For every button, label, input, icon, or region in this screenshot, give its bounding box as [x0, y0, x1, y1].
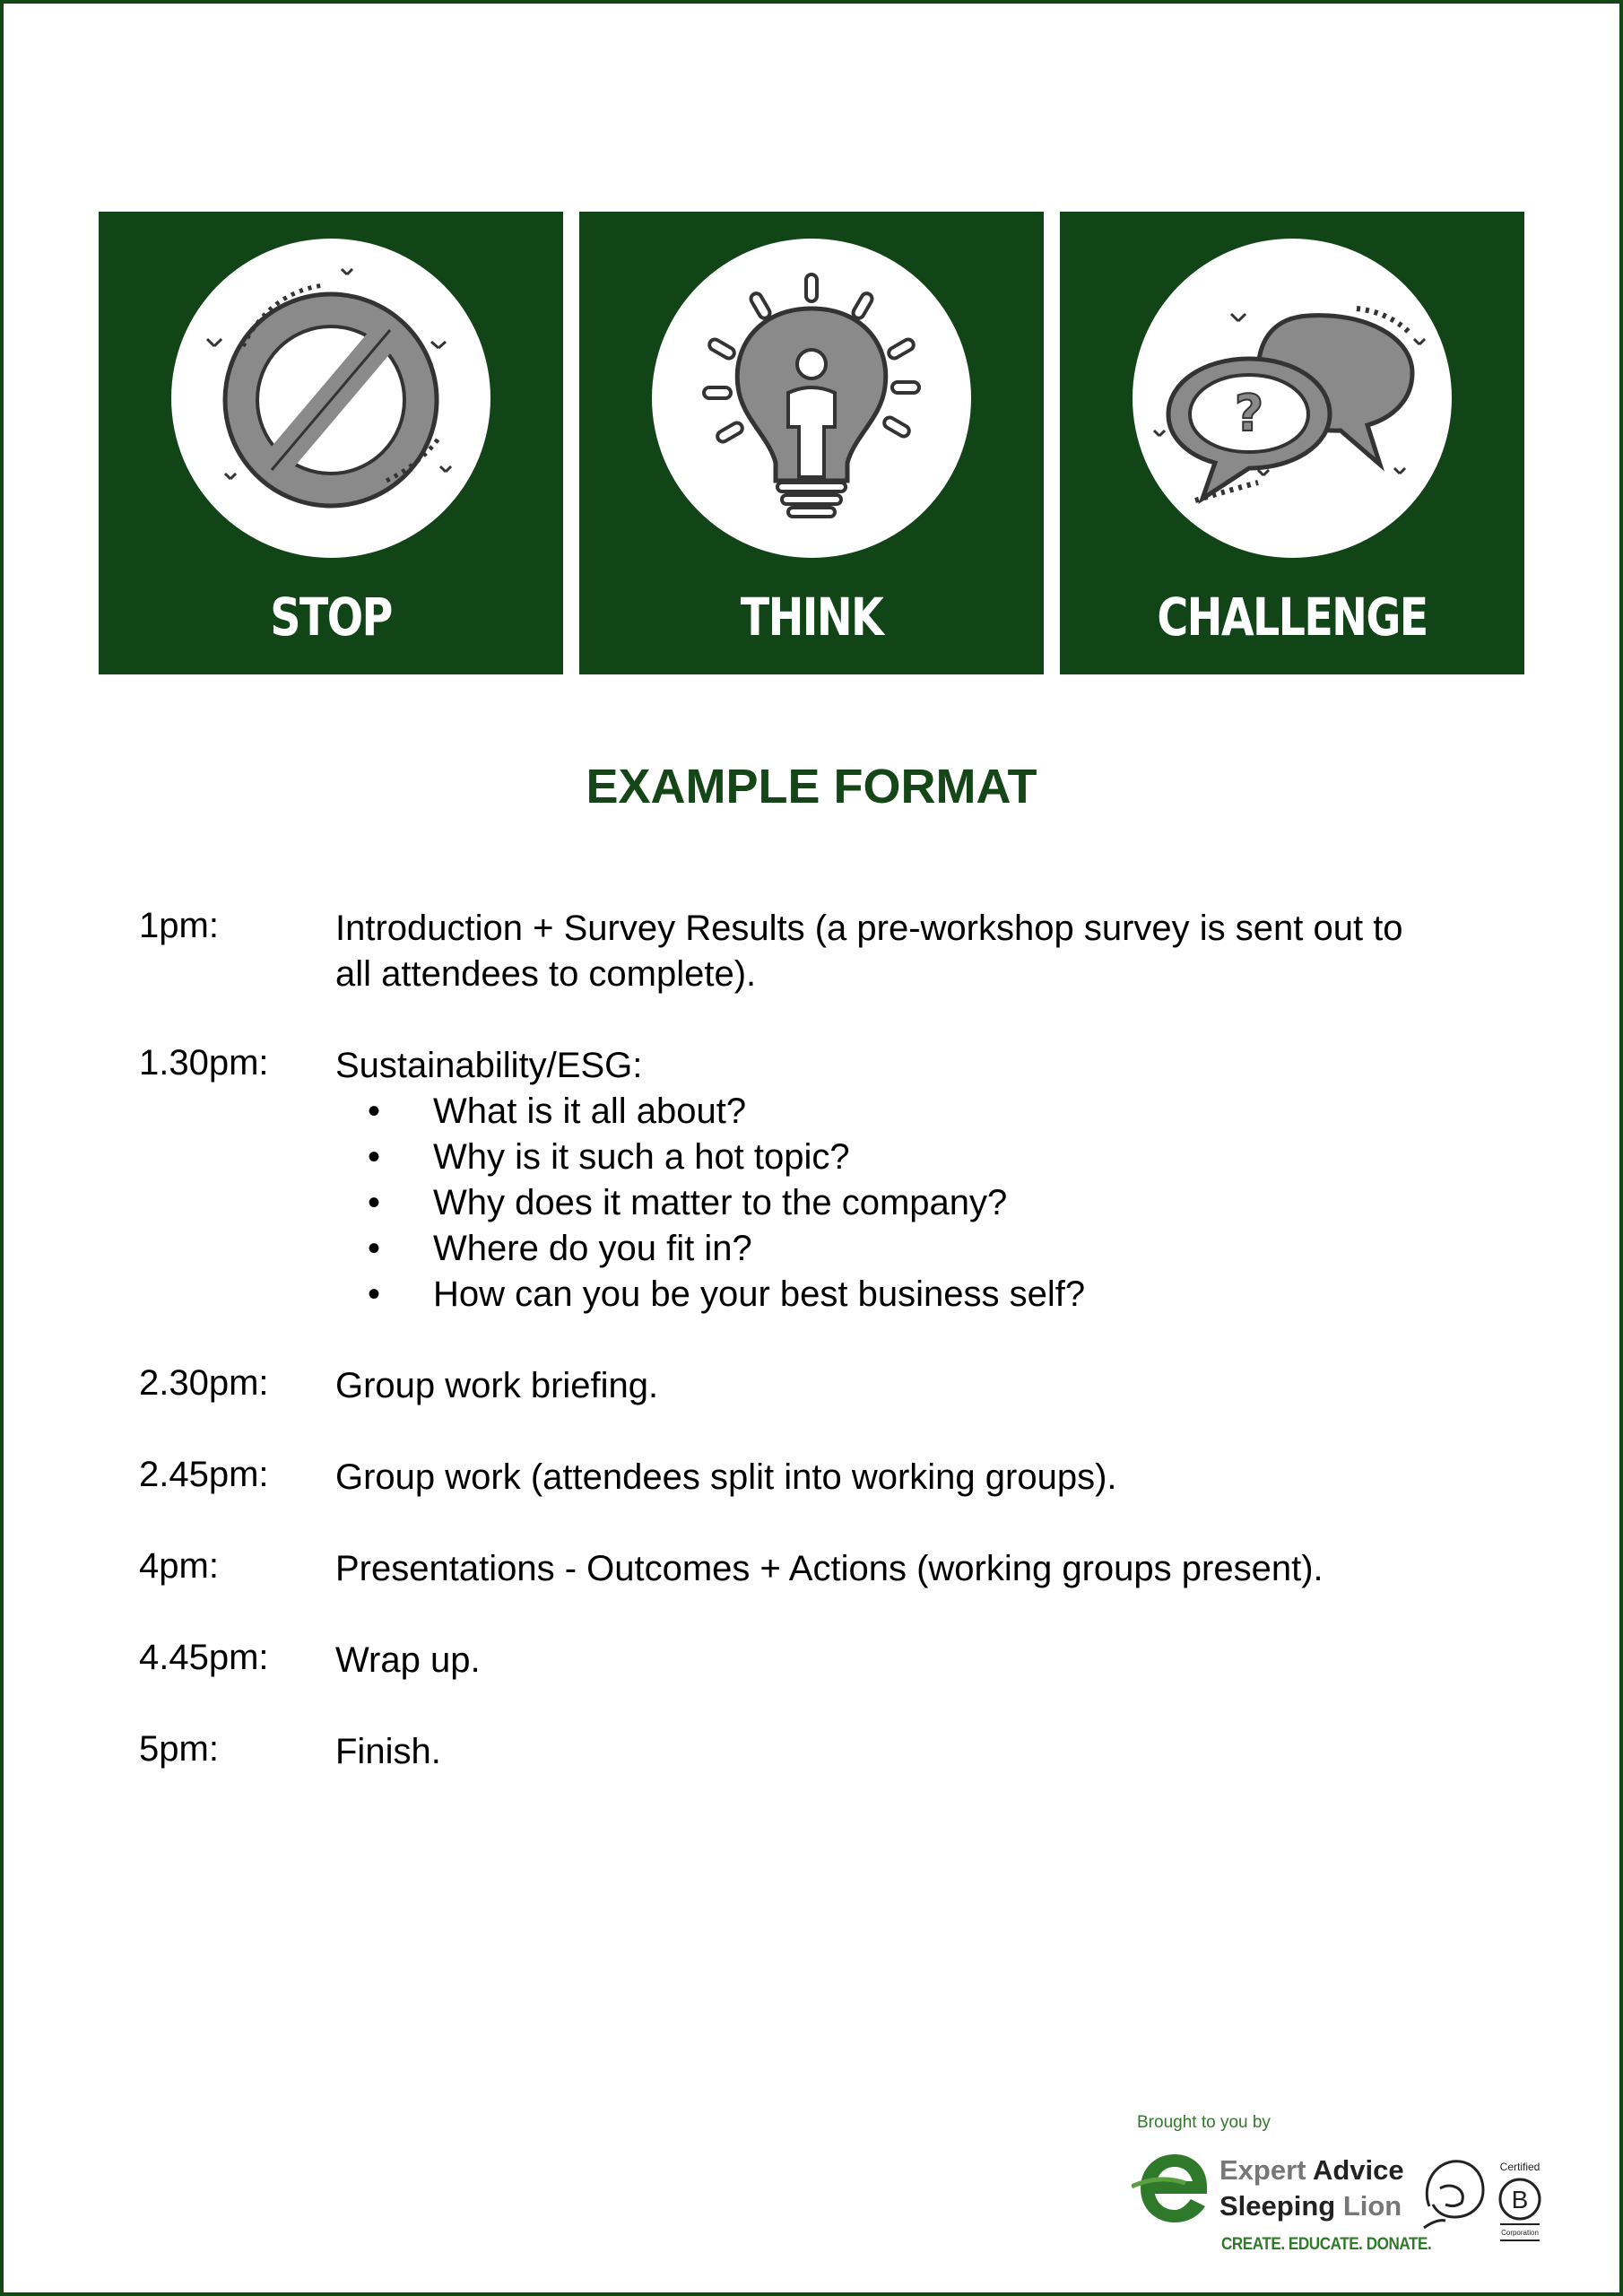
bullet-item: [335, 1089, 1623, 1135]
agenda-time: 1pm:: [139, 906, 219, 945]
topic-bullet-list: [335, 1089, 1623, 1318]
brand-word: Advice: [1312, 2154, 1404, 2186]
speech-bubbles-question-icon: [1133, 239, 1452, 558]
bullet-text: How can you be your best business self?: [433, 1274, 1086, 1314]
agenda-time: 4.45pm:: [139, 1638, 269, 1677]
agenda-line: Wrap up.: [335, 1640, 481, 1680]
bullet-marker: •: [368, 1091, 381, 1131]
b-corp-badge-icon: [1492, 2158, 1548, 2248]
panel-stop: [99, 212, 563, 674]
svg-text:?: ?: [1234, 385, 1264, 443]
agenda-description: [335, 1638, 1623, 1683]
bullet-item: [335, 1180, 1623, 1226]
lightbulb-person-icon: [652, 239, 971, 558]
panel-think: [579, 212, 1044, 674]
bullet-item: [335, 1226, 1623, 1272]
panel-label-stop: STOP: [270, 587, 392, 648]
bullet-text: Why does it matter to the company?: [433, 1183, 1008, 1222]
agenda-description: [335, 1043, 1623, 1318]
agenda-description: [335, 1729, 1623, 1775]
agenda-description: [335, 1546, 1623, 1592]
agenda-line: Sustainability/ESG:: [335, 1046, 643, 1085]
brought-to-you-text: Brought to you by: [1137, 2113, 1271, 2132]
bullet-item: [335, 1272, 1623, 1318]
bullet-text: What is it all about?: [433, 1091, 747, 1131]
brand-tagline: CREATE. EDUCATE. DONATE.: [1221, 2235, 1432, 2254]
bullet-text: Why is it such a hot topic?: [433, 1137, 850, 1177]
sleeping-lion-icon: [1419, 2152, 1488, 2233]
expert-advice-e-logo-icon: [1132, 2147, 1216, 2228]
stop-sign-icon: [171, 239, 490, 558]
agenda-line: Group work briefing.: [335, 1366, 659, 1405]
bullet-marker: •: [368, 1274, 381, 1314]
panel-label-challenge: CHALLENGE: [1157, 587, 1428, 648]
brand-line-1: [1219, 2154, 1404, 2187]
footer-branding: [1132, 2108, 1553, 2269]
agenda-time: 2.45pm:: [139, 1455, 269, 1494]
agenda-description: [335, 906, 1623, 997]
brand-word: Sleeping: [1219, 2190, 1343, 2222]
agenda-description: [335, 1363, 1623, 1409]
stop-circle: [171, 239, 490, 558]
bullet-item: [335, 1135, 1623, 1180]
bullet-marker: •: [368, 1229, 381, 1268]
challenge-circle: [1133, 239, 1452, 558]
bcorp-letter: B: [1511, 2186, 1529, 2213]
bullet-marker: •: [368, 1137, 381, 1177]
bullet-marker: •: [368, 1183, 381, 1222]
brand-word: Lion: [1342, 2190, 1402, 2222]
agenda-line: Introduction + Survey Results (a pre-workshop survey is sent out to: [335, 909, 1403, 948]
agenda-time: 2.30pm:: [139, 1363, 269, 1403]
bullet-text: Where do you fit in?: [433, 1229, 752, 1268]
panel-challenge: [1060, 212, 1524, 674]
agenda-time: 5pm:: [139, 1729, 219, 1769]
brand-line-2: [1219, 2190, 1402, 2222]
agenda-description: [335, 1455, 1623, 1500]
section-heading: EXAMPLE FORMAT: [586, 760, 1037, 813]
agenda-line: Group work (attendees split into working groups).: [335, 1457, 1117, 1497]
bcorp-top-text: Certified: [1499, 2161, 1541, 2173]
agenda-line: Presentations - Outcomes + Actions (working groups present).: [335, 1549, 1324, 1588]
agenda-line: Finish.: [335, 1732, 441, 1771]
agenda-time: 1.30pm:: [139, 1043, 269, 1083]
agenda-line: all attendees to complete).: [335, 954, 757, 994]
bcorp-bottom-text: Corporation: [1501, 2229, 1539, 2237]
brand-word: Expert: [1219, 2154, 1313, 2186]
agenda-time: 4pm:: [139, 1546, 219, 1586]
think-circle: [652, 239, 971, 558]
panel-label-think: THINK: [740, 587, 883, 648]
